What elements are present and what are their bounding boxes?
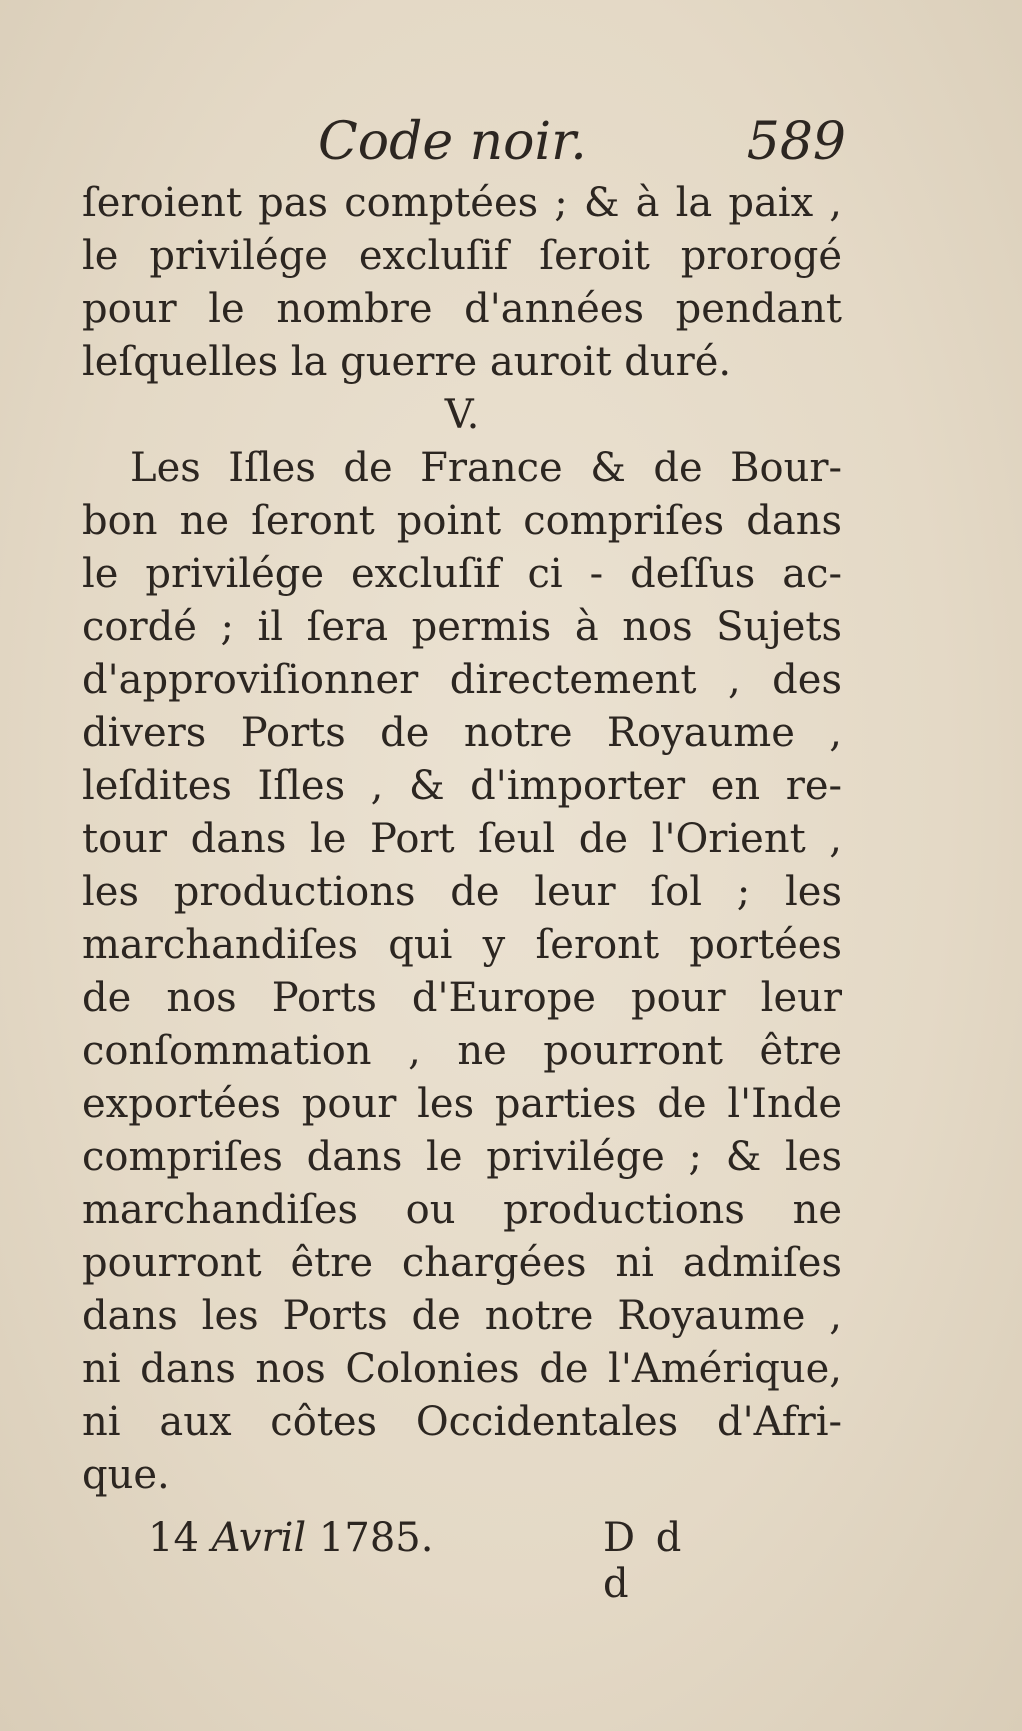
- text-line: marchandiſes ou productions ne: [82, 1187, 842, 1233]
- text-line: divers Ports de notre Royaume ,: [82, 710, 842, 756]
- text-line: compriſes dans le privilége ; & les: [82, 1134, 842, 1180]
- article-number: V.: [444, 392, 480, 438]
- text-line: conſommation , ne pourront être: [82, 1028, 842, 1074]
- text-line: leſquelles la guerre auroit duré.: [82, 339, 732, 385]
- text-line: le privilége excluſif ſeroit prorogé: [82, 233, 842, 279]
- running-head: [318, 112, 846, 182]
- page-footer: [148, 1515, 728, 1607]
- text-line: exportées pour les parties de l'Inde: [82, 1081, 842, 1127]
- text-line: pour le nombre d'années pendant: [82, 286, 842, 332]
- body-text: [82, 177, 842, 1502]
- text-line: bon ne ſeront point compriſes dans: [82, 498, 842, 544]
- signature-mark: D d d: [603, 1515, 686, 1607]
- text-line: cordé ; il ſera permis à nos Sujets: [82, 604, 842, 650]
- date-line: [148, 1515, 433, 1561]
- text-line: leſdites Iſles , & d'importer en re-: [82, 763, 842, 809]
- text-line: de nos Ports d'Europe pour leur: [82, 975, 842, 1021]
- text-line: le privilége excluſif ci - deſſus ac-: [82, 551, 842, 597]
- text-line: d'approviſionner directement , des: [82, 657, 842, 703]
- date-year: 1785.: [318, 1515, 434, 1561]
- running-title: Code noir.: [318, 112, 587, 172]
- date-day: 14: [148, 1515, 199, 1561]
- page-number: 589: [746, 112, 846, 172]
- text-line: tour dans le Port ſeul de l'Orient ,: [82, 816, 842, 862]
- text-line: ſeroient pas comptées ; & à la paix ,: [82, 180, 842, 226]
- text-line: que.: [82, 1452, 170, 1498]
- text-line: pourront être chargées ni admiſes: [82, 1240, 842, 1286]
- text-line: ni dans nos Colonies de l'Amérique,: [82, 1346, 842, 1392]
- text-line: ni aux côtes Occidentales d'Afri-: [82, 1399, 842, 1445]
- text-line: marchandiſes qui y ſeront portées: [82, 922, 842, 968]
- text-line: Les Iſles de France & de Bour-: [130, 445, 842, 491]
- text-line: dans les Ports de notre Royaume ,: [82, 1293, 842, 1339]
- text-line: les productions de leur ſol ; les: [82, 869, 842, 915]
- date-month: Avril: [211, 1515, 307, 1561]
